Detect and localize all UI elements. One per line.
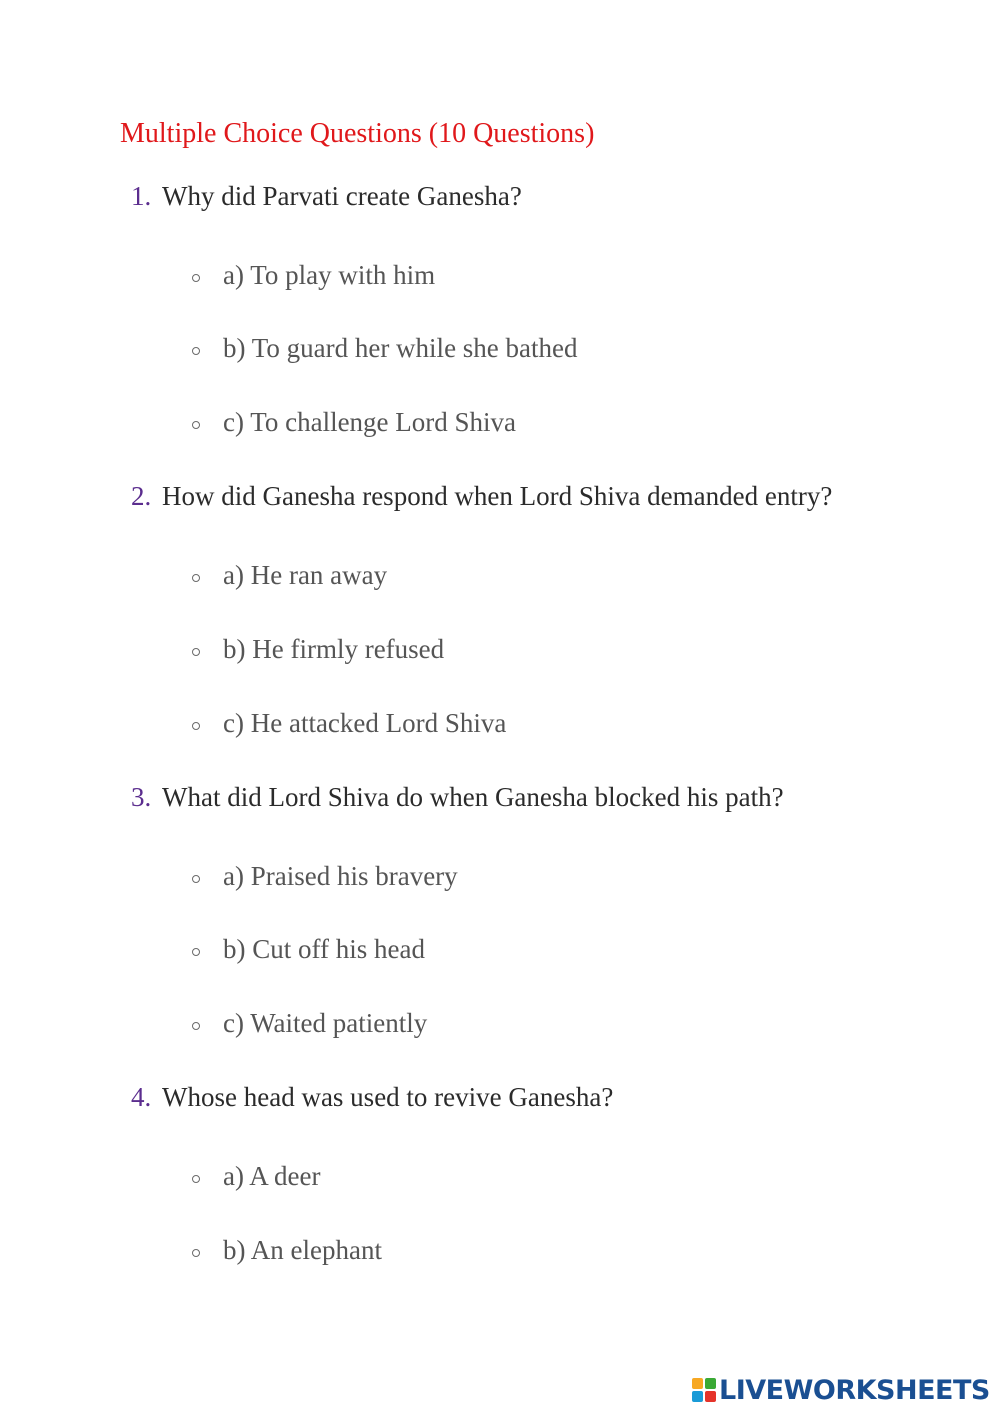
answer-option[interactable] [0, 934, 1000, 974]
liveworksheets-logo-icon [692, 1378, 716, 1402]
circle-bullet-icon [192, 421, 200, 429]
question-text: How did Ganesha respond when Lord Shiva demanded entry? [162, 481, 833, 511]
option-text: c) To challenge Lord Shiva [223, 407, 517, 437]
answer-option[interactable] [0, 634, 1000, 674]
option-text: a) Praised his bravery [223, 861, 458, 891]
answer-option[interactable] [0, 560, 1000, 600]
question-2 [0, 481, 1000, 521]
logo-square [705, 1378, 716, 1389]
answer-option[interactable] [0, 333, 1000, 373]
option-text: b) He firmly refused [223, 634, 445, 664]
answer-option[interactable] [0, 1161, 1000, 1201]
circle-bullet-icon [192, 1249, 200, 1257]
liveworksheets-logo [692, 1372, 990, 1408]
circle-bullet-icon [192, 648, 200, 656]
logo-square [692, 1378, 703, 1389]
option-text: b) To guard her while she bathed [223, 333, 578, 363]
question-number: 3. [131, 782, 152, 812]
question-text: What did Lord Shiva do when Ganesha blocked his path? [162, 782, 784, 812]
answer-option[interactable] [0, 260, 1000, 300]
option-text: a) To play with him [223, 260, 436, 290]
circle-bullet-icon [192, 948, 200, 956]
question-1 [0, 181, 1000, 221]
circle-bullet-icon [192, 574, 200, 582]
question-4 [0, 1082, 1000, 1122]
circle-bullet-icon [192, 1022, 200, 1030]
answer-option[interactable] [0, 1008, 1000, 1048]
answer-option[interactable] [0, 407, 1000, 447]
answer-option[interactable] [0, 861, 1000, 901]
question-number: 4. [131, 1082, 152, 1112]
page-title: Multiple Choice Questions (10 Questions) [120, 118, 595, 149]
answer-option[interactable] [0, 1235, 1000, 1275]
option-text: b) An elephant [223, 1235, 382, 1265]
option-text: a) A deer [223, 1161, 321, 1191]
question-number: 1. [131, 181, 152, 211]
question-text: Why did Parvati create Ganesha? [162, 181, 522, 211]
logo-text: LIVEWORKSHEETS [719, 1374, 990, 1406]
logo-square [692, 1391, 703, 1402]
question-3 [0, 782, 1000, 822]
circle-bullet-icon [192, 722, 200, 730]
question-number: 2. [131, 481, 152, 511]
circle-bullet-icon [192, 875, 200, 883]
question-text: Whose head was used to revive Ganesha? [162, 1082, 614, 1112]
option-text: a) He ran away [223, 560, 388, 590]
option-text: c) He attacked Lord Shiva [223, 708, 507, 738]
option-text: c) Waited patiently [223, 1008, 428, 1038]
circle-bullet-icon [192, 274, 200, 282]
circle-bullet-icon [192, 347, 200, 355]
logo-square [705, 1391, 716, 1402]
circle-bullet-icon [192, 1175, 200, 1183]
answer-option[interactable] [0, 708, 1000, 748]
option-text: b) Cut off his head [223, 934, 425, 964]
